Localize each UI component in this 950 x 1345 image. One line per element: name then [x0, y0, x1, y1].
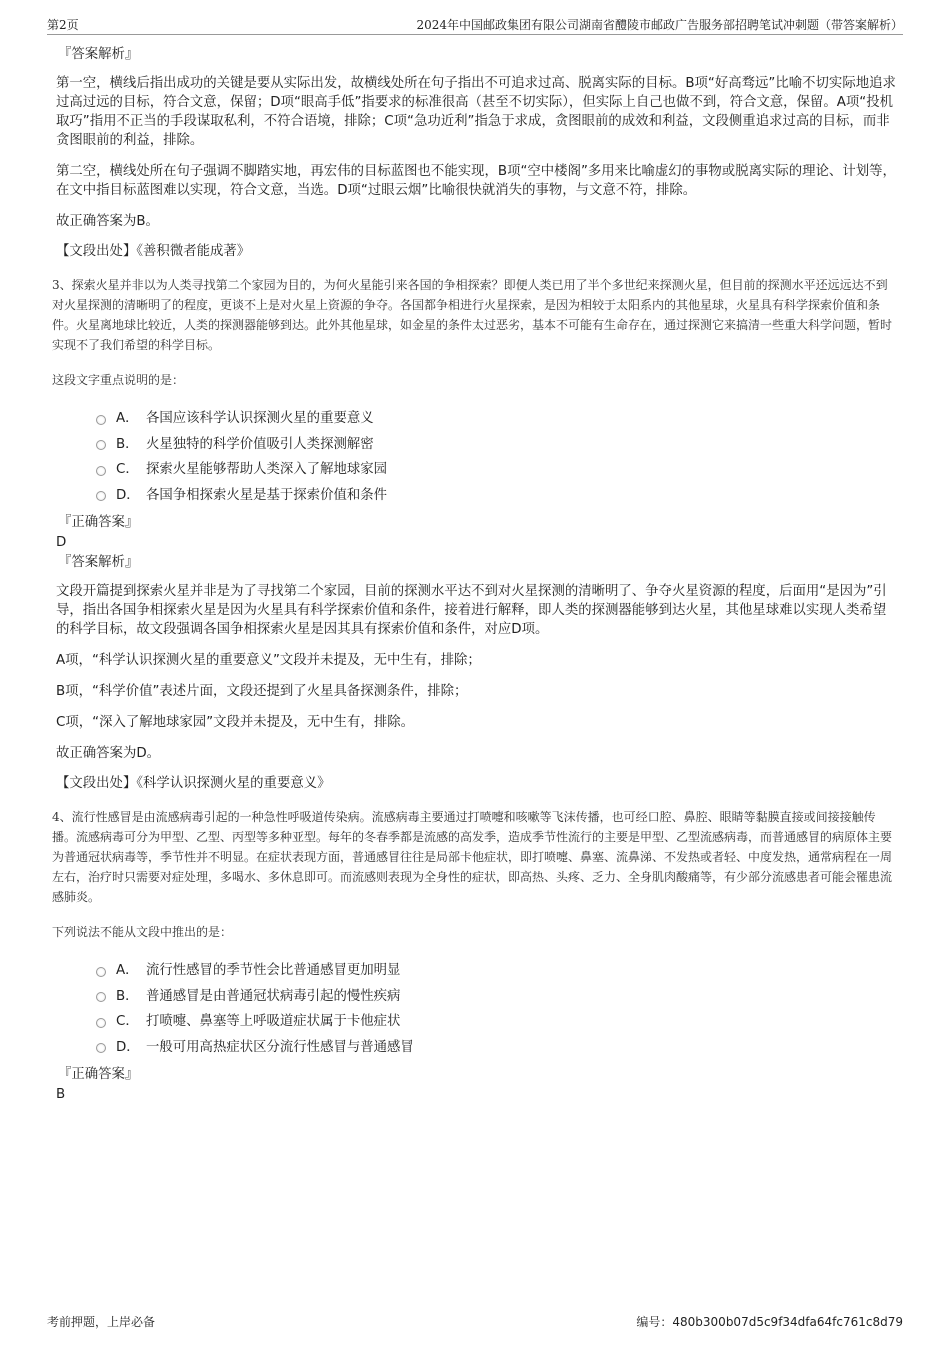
- passage-source: 【文段出处】《科学认识探测火星的重要意义》: [56, 776, 331, 791]
- option-text: 各国争相探索火星是基于探索价值和条件: [146, 487, 388, 503]
- option-letter: D．: [116, 487, 140, 503]
- radio-icon[interactable]: [96, 440, 106, 450]
- radio-icon[interactable]: [96, 992, 106, 1002]
- option-letter: C．: [116, 1014, 139, 1030]
- page-header: [47, 14, 903, 35]
- option-letter: D．: [116, 1039, 140, 1055]
- question-3-text: 3、探索火星并非以为人类寻找第二个家园为目的，为何火星能引来各国的争相探索？即便人类已用了半个多世纪来探测火星，但目前的探测水平还远远达不到对火星探测的清晰明了的程度，更谈不上是对火星上资源的争夺。各国都争相进行火星探索，是因为相较于太阳系内的其他星球，火星具有科学探索价值和条件。火星离地球比较近，人类的探测器能够到达。此外其他星球，如金星的条件太过恶劣，基本不可能有生命存在，通过探测它来搞清一些重大科学问题，暂时实现不了我们希望的科学目标。: [52, 278, 893, 352]
- option-letter: A．: [116, 411, 139, 427]
- option-text: 流行性感冒的季节性会比普通感冒更加明显: [146, 963, 401, 979]
- radio-icon[interactable]: [96, 466, 106, 476]
- option-letter: B．: [116, 436, 139, 452]
- question-3-options: [96, 404, 898, 506]
- analysis-paragraph: 第二空，横线处所在句子强调不脚踏实地，再宏伟的目标蓝图也不能实现，B项“空中楼阁”多用来比喻虚幻的事物或脱离实际的理论、计划等，在文中指目标蓝图难以实现，符合文意，当选。D项“过眼云烟”比喻很快就消失的事物，与文意不符，排除。: [56, 164, 896, 198]
- option-letter: C．: [116, 462, 139, 478]
- option-a[interactable]: [96, 404, 898, 430]
- option-b[interactable]: [96, 430, 898, 456]
- question-4-prompt: 下列说法不能从文段中推出的是：: [52, 925, 233, 939]
- analysis-paragraph: A项，“科学认识探测火星的重要意义”文段并未提及，无中生有，排除；: [56, 653, 481, 668]
- page-footer: [47, 1313, 903, 1333]
- analysis-conclusion: 故正确答案为D。: [56, 746, 161, 761]
- analysis-paragraph: 第一空，横线后指出成功的关键是要从实际出发，故横线处所在句子指出不可追求过高、脱离实际的目标。B项“好高骛远”比喻不切实际地追求过高过远的目标，符合文意，保留；D项“眼高手低”指要求的标准很高（甚至不切实际），但实际上自己也做不到，符合文意，保留。A项“投机取巧”指用不正当的手段谋取私利，不符合语境，排除；C项“急功近利”指急于求成，贪图眼前的成效和利益，文段侧重追求过高的目标，而非贪图眼前的利益，排除。: [56, 76, 896, 148]
- option-letter: A．: [116, 963, 139, 979]
- passage-source: 【文段出处】《善积微者能成著》: [56, 244, 251, 259]
- option-text: 普通感冒是由普通冠状病毒引起的慢性疾病: [146, 988, 401, 1004]
- option-d[interactable]: [96, 1033, 898, 1059]
- option-a[interactable]: [96, 956, 898, 982]
- page-content: [52, 46, 898, 1106]
- footer-slogan: 考前押题，上岸必备: [47, 1315, 156, 1329]
- analysis-label: 『答案解析』: [58, 555, 139, 570]
- correct-answer-label: 『正确答案』: [58, 1067, 139, 1082]
- correct-answer: D: [56, 535, 67, 550]
- radio-icon[interactable]: [96, 1018, 106, 1028]
- radio-icon[interactable]: [96, 1043, 106, 1053]
- question-4-options: [96, 956, 898, 1058]
- page-number: 第2页: [47, 18, 79, 32]
- analysis-conclusion: 故正确答案为B。: [56, 214, 159, 229]
- question-4-text: 4、流行性感冒是由流感病毒引起的一种急性呼吸道传染病。流感病毒主要通过打喷嚏和咳嗽等飞沫传播，也可经口腔、鼻腔、眼睛等黏膜直接或间接接触传播。流感病毒可分为甲型、乙型、丙型等多种亚型。每年的冬春季都是流感的高发季，造成季节性流行的主要是甲型、乙型流感病毒，而普通感冒的病原体主要为普通冠状病毒等，季节性并不明显。在症状表现方面，普通感冒往往是局部卡他症状，即打喷嚏、鼻塞、流鼻涕、不发热或者轻、中度发热，通常病程在一周左右，治疗时只需要对症处理，多喝水、多休息即可。而流感则表现为全身性的症状，即高热、头疼、乏力、全身肌肉酸痛等，有少部分流感患者可能会罹患流感肺炎。: [52, 810, 893, 904]
- option-text: 探索火星能够帮助人类深入了解地球家园: [146, 462, 388, 478]
- analysis-paragraph: B项，“科学价值”表述片面，文段还提到了火星具备探测条件，排除；: [56, 684, 468, 699]
- document-id: 编号：480b300b07d5c9f34dfa64fc761c8d79: [636, 1315, 903, 1329]
- question-3-prompt: 这段文字重点说明的是：: [52, 373, 185, 387]
- option-text: 一般可用高热症状区分流行性感冒与普通感冒: [146, 1039, 414, 1055]
- analysis-label: 『答案解析』: [58, 47, 139, 62]
- radio-icon[interactable]: [96, 415, 106, 425]
- option-c[interactable]: [96, 455, 898, 481]
- analysis-paragraph: C项，“深入了解地球家园”文段并未提及，无中生有，排除。: [56, 715, 414, 730]
- document-title: 2024年中国邮政集团有限公司湖南省醴陵市邮政广告服务部招聘笔试冲刺题（带答案解析）: [416, 18, 903, 32]
- option-d[interactable]: [96, 481, 898, 507]
- option-b[interactable]: [96, 982, 898, 1008]
- correct-answer-label: 『正确答案』: [58, 515, 139, 530]
- radio-icon[interactable]: [96, 967, 106, 977]
- option-c[interactable]: [96, 1007, 898, 1033]
- option-text: 各国应该科学认识探测火星的重要意义: [146, 411, 374, 427]
- analysis-paragraph: 文段开篇提到探索火星并非是为了寻找第二个家园，目前的探测水平达不到对火星探测的清晰明了、争夺火星资源的程度，后面用“是因为”引导，指出各国争相探索火星是因为火星具有科学探索价值和条件，接着进行解释，即人类的探测器能够到达火星，其他星球难以实现人类希望的科学目标，故文段强调各国争相探索火星是因其具有探索价值和条件，对应D项。: [56, 584, 887, 637]
- correct-answer: B: [56, 1087, 66, 1102]
- option-text: 火星独特的科学价值吸引人类探测解密: [146, 436, 374, 452]
- option-letter: B．: [116, 988, 139, 1004]
- radio-icon[interactable]: [96, 491, 106, 501]
- option-text: 打喷嚏、鼻塞等上呼吸道症状属于卡他症状: [146, 1014, 401, 1030]
